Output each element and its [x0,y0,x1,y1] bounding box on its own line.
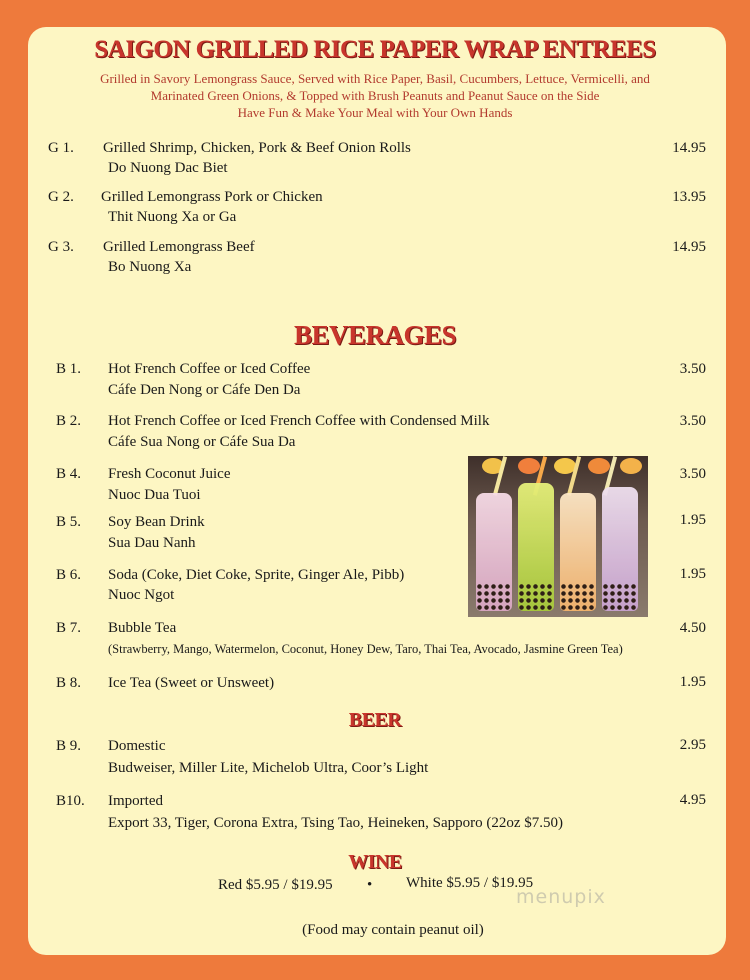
item-viet-name: Cáfe Den Nong or Cáfe Den Da [108,382,301,398]
fruit-slice [620,458,642,474]
item-price: 4.95 [679,792,706,808]
item-price: 2.95 [679,737,706,753]
item-code: B 8. [56,675,82,691]
item-code: B 6. [56,567,82,583]
item-price: 1.95 [679,566,706,582]
item-price: 4.50 [679,620,706,636]
subtitle-line-1: Grilled in Savory Lemongrass Sauce, Served with Rice Paper, Basil, Cucumbers, Lettuce, Vermicelli, and [100,71,650,86]
beer-heading: BEER [348,709,402,731]
glass-taro [602,487,638,611]
item-name: Grilled Lemongrass Beef [103,239,255,255]
item-code: B10. [56,793,85,809]
item-viet-name: Thit Nuong Xa or Ga [108,209,237,225]
item-name: Ice Tea (Sweet or Unsweet) [108,675,275,691]
item-name: Hot French Coffee or Iced Coffee [108,361,311,377]
subtitle-line-3: Have Fun & Make Your Meal with Your Own Hands [237,105,513,120]
item-price: 3.50 [679,466,706,482]
item-name: Domestic [108,738,166,754]
fruit-slice [518,458,540,474]
item-code: B 5. [56,514,82,530]
item-name: Soy Bean Drink [108,514,205,530]
subtitle-line-2: Marinated Green Onions, & Topped with Brush Peanuts and Peanut Sauce on the Side [150,88,600,103]
item-flavors: (Strawberry, Mango, Watermelon, Coconut, Honey Dew, Taro, Thai Tea, Avocado, Jasmine Green Tea) [108,642,623,656]
watermark: menupix [516,886,606,908]
wine-heading: WINE [348,851,402,873]
item-detail: Export 33, Tiger, Corona Extra, Tsing Tao, Heineken, Sapporo (22oz $7.50) [108,815,564,831]
bubble-tea-photo [468,456,648,617]
item-viet-name: Nuoc Dua Tuoi [108,487,201,503]
fruit-slice [588,458,610,474]
wine-separator: • [367,877,373,893]
item-name: Fresh Coconut Juice [108,466,231,482]
item-code: B 4. [56,466,82,482]
item-price: 14.95 [672,239,706,255]
item-viet-name: Cáfe Sua Nong or Cáfe Sua Da [108,434,296,450]
glass-strawberry [476,493,512,611]
item-name: Hot French Coffee or Iced French Coffee with Condensed Milk [108,413,490,429]
allergy-note: (Food may contain peanut oil) [302,922,484,938]
item-code: G 3. [48,239,74,255]
item-viet-name: Do Nuong Dac Biet [108,160,228,176]
item-viet-name: Bo Nuong Xa [108,259,192,275]
page-title: SAIGON GRILLED RICE PAPER WRAP ENTREES [94,36,656,63]
item-price: 14.95 [672,140,706,156]
item-detail: Budweiser, Miller Lite, Michelob Ultra, Coor’s Light [108,760,429,776]
glass-mango [560,493,596,611]
item-code: B 7. [56,620,82,636]
item-code: B 2. [56,413,82,429]
item-code: G 2. [48,189,74,205]
item-name: Imported [108,793,163,809]
beverages-heading: BEVERAGES [293,320,457,350]
item-code: B 1. [56,361,82,377]
glass-green-tea [518,483,554,611]
item-price: 3.50 [679,413,706,429]
item-viet-name: Nuoc Ngot [108,587,175,603]
item-code: B 9. [56,738,82,754]
item-name: Soda (Coke, Diet Coke, Sprite, Ginger Ale, Pibb) [108,567,405,583]
item-name: Grilled Shrimp, Chicken, Pork & Beef Onion Rolls [103,140,411,156]
wine-white-price: White $5.95 / $19.95 [406,875,534,891]
item-viet-name: Sua Dau Nanh [108,535,196,551]
item-name: Grilled Lemongrass Pork or Chicken [101,189,323,205]
wine-red-price: Red $5.95 / $19.95 [218,877,333,893]
item-name: Bubble Tea [108,620,177,636]
item-price: 3.50 [679,361,706,377]
item-price: 1.95 [679,674,706,690]
item-price: 13.95 [672,189,706,205]
item-code: G 1. [48,140,74,156]
item-price: 1.95 [679,512,706,528]
